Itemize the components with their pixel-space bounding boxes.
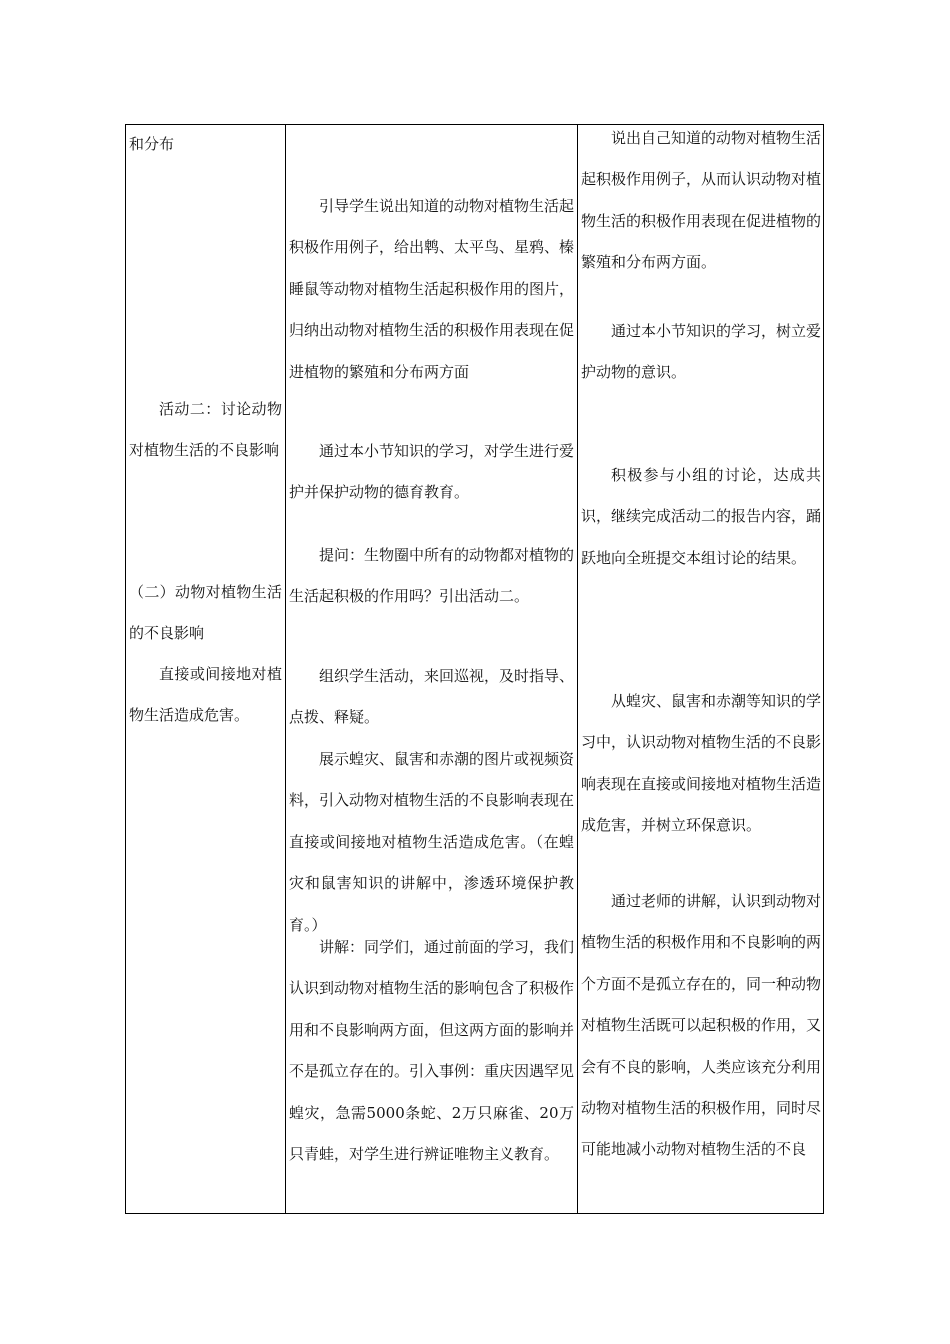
content-text: 直接或间接地对植物生活造成危害。	[129, 665, 282, 725]
content-text: 和分布	[129, 135, 175, 153]
student-text: 积极参与小组的讨论，达成共识，继续完成活动二的报告内容，踊跃地向全班提交本组讨论的结果。	[581, 466, 822, 567]
teacher-text: 提问：生物圈中所有的动物都对植物的生活起积极的作用吗？引出活动二。	[289, 546, 575, 606]
lesson-plan-table	[125, 124, 824, 1214]
activity-two-title: 活动二：讨论动物对植物生活的不良影响	[129, 400, 282, 460]
teacher-text: 讲解：同学们，通过前面的学习，我们认识到动物对植物生活的影响包含了积极作用和不良影响两方面，但这两方面的影响并不是孤立存在的。引入事例：重庆因遇罕见蝗灾，急需5000条蛇、2万只麻雀、20万只青蛙，对学生进行辨证唯物主义教育。	[289, 938, 575, 1164]
teacher-text: 展示蝗灾、鼠害和赤潮的图片或视频资料，引入动物对植物生活的不良影响表现在直接或间接地对植物生活造成危害。（在蝗灾和鼠害知识的讲解中，渗透环境保护教育。）	[289, 750, 575, 934]
student-text: 说出自己知道的动物对植物生活起积极作用例子，从而认识动物对植物生活的积极作用表现在促进植物的繁殖和分布两方面。	[581, 129, 822, 272]
student-activity-column	[578, 125, 823, 1213]
student-text: 从蝗灾、鼠害和赤潮等知识的学习中，认识动物对植物生活的不良影响表现在直接或间接地对植物生活造成危害，并树立环保意识。	[581, 692, 822, 835]
teacher-activity-column	[286, 125, 578, 1213]
teacher-text: 引导学生说出知道的动物对植物生活起积极作用例子，给出鹎、太平鸟、星鸦、榛睡鼠等动物对植物生活起积极作用的图片，归纳出动物对植物生活的积极作用表现在促进植物的繁殖和分布两方面	[289, 197, 575, 381]
content-column	[126, 125, 286, 1213]
section-heading: （二）动物对植物生活的不良影响	[129, 583, 282, 643]
teacher-text: 组织学生活动，来回巡视，及时指导、点拨、释疑。	[289, 667, 575, 727]
student-text: 通过本小节知识的学习，树立爱护动物的意识。	[581, 322, 822, 382]
teacher-text: 通过本小节知识的学习，对学生进行爱护并保护动物的德育教育。	[289, 442, 575, 502]
student-text: 通过老师的讲解，认识到动物对植物生活的积极作用和不良影响的两个方面不是孤立存在的，同一种动物对植物生活既可以起积极的作用，又会有不良的影响，人类应该充分利用动物对植物生活的积极作用，同时尽可能地减小动物对植物生活的不良	[581, 892, 822, 1159]
